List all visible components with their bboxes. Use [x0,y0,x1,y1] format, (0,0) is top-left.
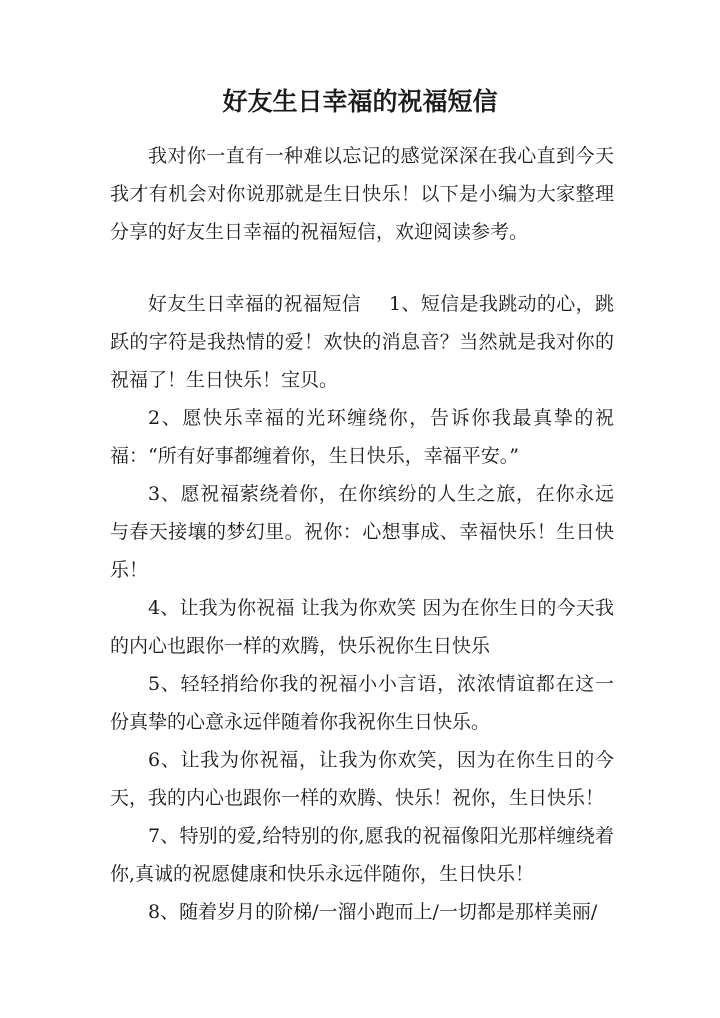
intro-paragraph: 我对你一直有一种难以忘记的感觉深深在我心直到今天我才有机会对你说那就是生日快乐！以下是小编为大家整理分享的好友生日幸福的祝福短信，欢迎阅读参考。 [110,145,614,243]
document-title: 好友生日幸福的祝福短信 [222,87,498,116]
message-item-8: 8、随着岁月的阶梯/一溜小跑而上/一切都是那样美丽/ [148,901,598,923]
section-heading: 好友生日幸福的祝福短信 [148,293,361,315]
message-item-4: 4、让我为你祝福 让我为你欢笑 因为在你生日的今天我的内心也跟你一样的欢腾，快乐祝你生日快乐 [110,597,614,657]
section-paragraph [110,285,614,399]
message-item-2: 2、愿快乐幸福的光环缠绕你，告诉你我最真挚的祝福：“所有好事都缠着你，生日快乐，幸福平安。” [110,407,614,467]
message-list [110,285,614,931]
intro-block [110,137,614,251]
message-item-6: 6、让我为你祝福，让我为你欢笑，因为在你生日的今天，我的内心也跟你一样的欢腾、快乐！祝你，生日快乐！ [110,749,614,809]
message-item-5: 5、轻轻捎给你我的祝福小小言语，浓浓情谊都在这一份真挚的心意永远伴随着你我祝你生日快乐。 [110,673,614,733]
message-item-1: 1、短信是我跳动的心，跳跃的字符是我热情的爱！欢快的消息音？当然就是我对你的祝福了！生日快乐！宝贝。 [110,293,614,391]
message-item-3: 3、愿祝福萦绕着你，在你缤纷的人生之旅，在你永远与春天接壤的梦幻里。祝你：心想事成、幸福快乐！生日快乐！ [110,483,614,581]
message-item-7: 7、特别的爱,给特别的你,愿我的祝福像阳光那样缠绕着你,真诚的祝愿健康和快乐永远伴随你，生日快乐！ [110,825,614,885]
